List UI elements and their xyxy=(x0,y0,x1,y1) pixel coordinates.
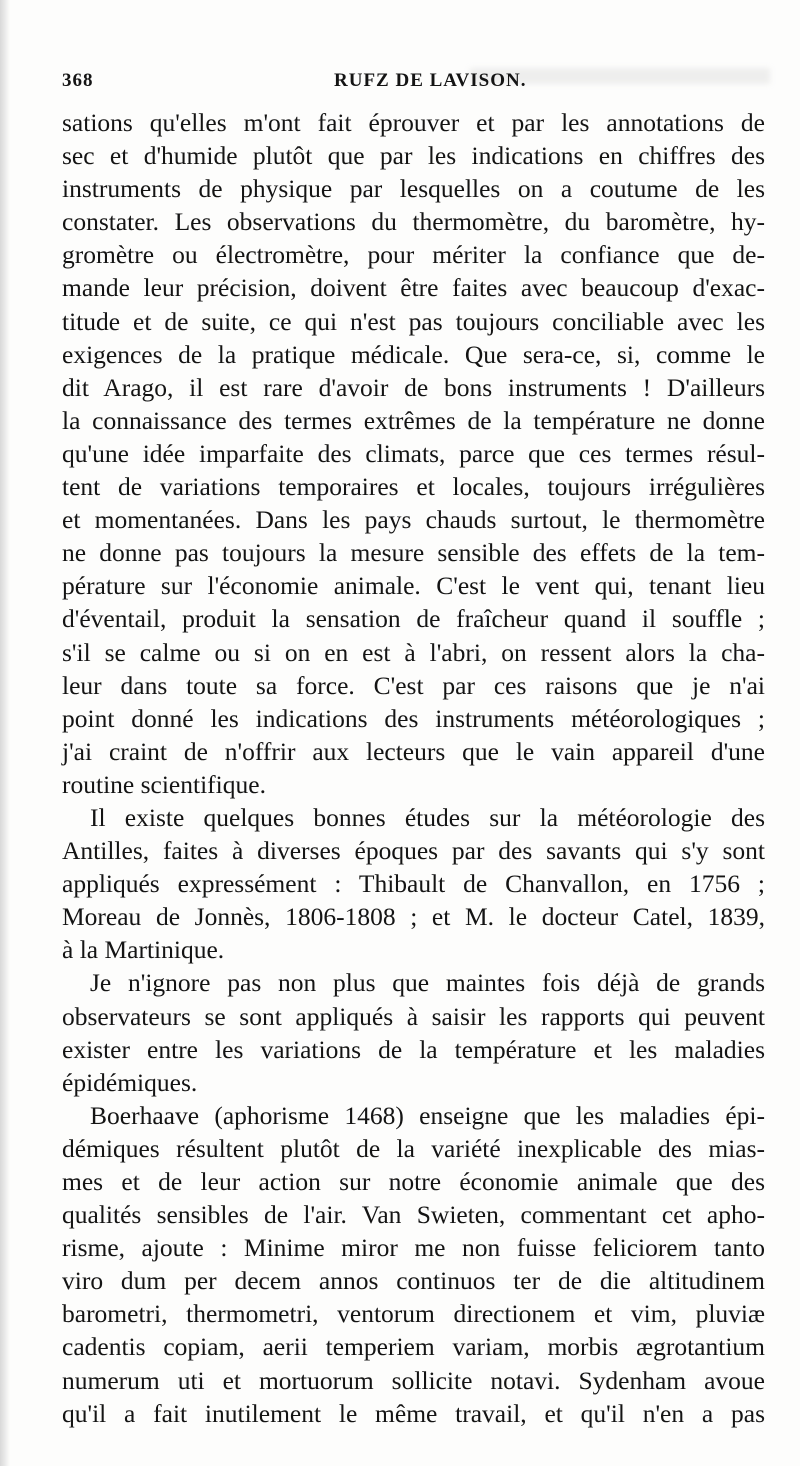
body-text xyxy=(62,106,765,1430)
text-line: numerum uti et mortuorum sollicite notavi. Sydenham avoue xyxy=(62,1365,765,1395)
text-line: risme, ajoute : Minime miror me non fuisse feliciorem tanto xyxy=(62,1233,765,1263)
text-line: point donné les indications des instruments météorologiques ; xyxy=(62,703,765,733)
text-line: et momentanées. Dans les pays chauds surtout, le thermomètre xyxy=(62,505,765,535)
text-line: épidémiques. xyxy=(62,1067,198,1097)
page-number: 368 xyxy=(62,70,94,91)
text-line: tent de variations temporaires et locales, toujours irrégulières xyxy=(62,472,765,502)
running-head: RUFZ DE LAVISON. xyxy=(334,70,527,91)
text-line: pérature sur l'économie animale. C'est le vent qui, tenant lieu xyxy=(62,571,765,601)
text-line: j'ai craint de n'offrir aux lecteurs que le vain appareil d'une xyxy=(62,736,765,766)
text-line: instruments de physique par lesquelles on a coutume de les xyxy=(62,174,765,204)
text-line: qu'une idée imparfaite des climats, parce que ces termes résul- xyxy=(62,438,765,468)
text-line: routine scientifique. xyxy=(62,769,266,799)
text-line: mes et de leur action sur notre économie animale que des xyxy=(62,1167,765,1196)
text-line: la connaissance des termes extrêmes de la température ne donne xyxy=(62,405,765,435)
text-line: cadentis copiam, aerii temperiem variam, morbis ægrotantium xyxy=(62,1332,765,1362)
text-line: ne donne pas toujours la mesure sensible des effets de la tem- xyxy=(62,538,765,568)
text-line: Je n'ignore pas non plus que maintes fois déjà de grands xyxy=(90,968,765,998)
text-line: dit Arago, il est rare d'avoir de bons instruments ! D'ailleurs xyxy=(62,372,765,402)
text-line: mande leur précision, doivent être faites avec beaucoup d'exac- xyxy=(62,273,765,303)
text-line: exister entre les variations de la température et les maladies xyxy=(62,1034,765,1064)
text-line: Boerhaave (aphorisme 1468) enseigne que les maladies épi- xyxy=(90,1100,765,1130)
text-line: exigences de la pratique médicale. Que sera-ce, si, comme le xyxy=(62,339,765,369)
text-line: sations qu'elles m'ont fait éprouver et par les annotations de xyxy=(62,108,765,137)
text-line: gromètre ou électromètre, pour mériter la confiance que de- xyxy=(62,240,765,270)
text-line: qu'il a fait inutilement le même travail, et qu'il n'en a pas xyxy=(62,1398,765,1428)
text-line: sec et d'humide plutôt que par les indications en chiffres des xyxy=(62,141,765,171)
text-line: démiques résultent plutôt de la variété inexplicable des mias- xyxy=(62,1133,765,1163)
text-line: qualités sensibles de l'air. Van Swieten, commentant cet apho- xyxy=(62,1200,765,1230)
text-line: appliqués expressément : Thibault de Chanvallon, en 1756 ; xyxy=(62,869,765,899)
text-line: d'éventail, produit la sensation de fraîcheur quand il souffle ; xyxy=(62,604,765,634)
text-line: leur dans toute sa force. C'est par ces raisons que je n'ai xyxy=(62,670,765,700)
text-line: Antilles, faites à diverses époques par des savants qui s'y sont xyxy=(62,836,765,866)
text-line: constater. Les observations du thermomètre, du baromètre, hy- xyxy=(62,207,765,237)
page-left-edge xyxy=(0,0,10,1466)
text-line: Il existe quelques bonnes études sur la météorologie des xyxy=(90,802,765,832)
text-line: s'il se calme ou si on en est à l'abri, on ressent alors la cha- xyxy=(62,637,765,667)
text-line: viro dum per decem annos continuos ter de die altitudinem xyxy=(62,1266,765,1296)
text-line: Moreau de Jonnès, 1806-1808 ; et M. le docteur Catel, 1839, xyxy=(62,902,765,932)
text-line: titude et de suite, ce qui n'est pas toujours conciliable avec les xyxy=(62,306,765,336)
text-line: observateurs se sont appliqués à saisir les rapports qui peuvent xyxy=(62,1001,765,1031)
page-header xyxy=(62,70,765,100)
text-line: à la Martinique. xyxy=(62,935,225,965)
text-line: barometri, thermometri, ventorum directionem et vim, pluviæ xyxy=(62,1299,765,1329)
